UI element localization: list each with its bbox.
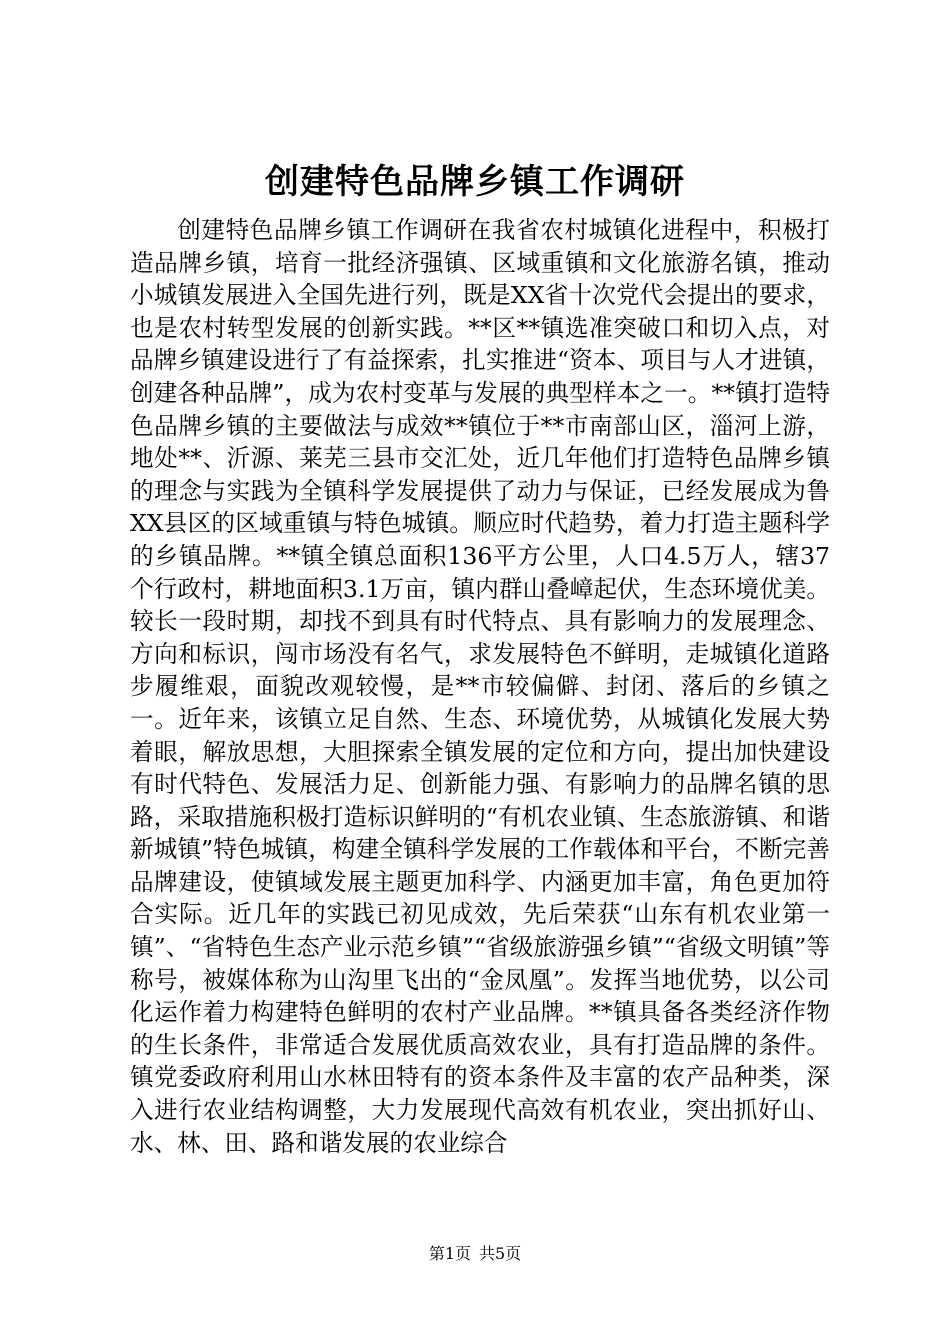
page-footer	[0, 1243, 950, 1265]
page-number: 第1页	[428, 1244, 471, 1263]
document-body: 创建特色品牌乡镇工作调研在我省农村城镇化进程中，积极打造品牌乡镇，培育一批经济强镇、区域重镇和文化旅游名镇，推动小城镇发展进入全国先进行列，既是XX省十次党代会提出的要求，也是农村转型发展的创新实践。**区**镇选准突破口和切入点，对品牌乡镇建设进行了有益探索，扎实推进“资本、项目与人才进镇，创建各种品牌”，成为农村变革与发展的典型样本之一。**镇打造特色品牌乡镇的主要做法与成效**镇位于**市南部山区，淄河上游，地处**、沂源、莱芜三县市交汇处，近几年他们打造特色品牌乡镇的理念与实践为全镇科学发展提供了动力与保证，已经发展成为鲁XX县区的区域重镇与特色城镇。顺应时代趋势，着力打造主题科学的乡镇品牌。**镇全镇总面积136平方公里，人口4.5万人，辖37个行政村，耕地面积3.1万亩，镇内群山叠嶂起伏，生态环境优美。较长一段时期，却找不到具有时代特点、具有影响力的发展理念、方向和标识，闯市场没有名气，求发展特色不鲜明，走城镇化道路步履维艰，面貌改观较慢，是**市较偏僻、封闭、落后的乡镇之一。近年来，该镇立足自然、生态、环境优势，从城镇化发展大势着眼，解放思想，大胆探索全镇发展的定位和方向，提出加快建设有时代特色、发展活力足、创新能力强、有影响力的品牌名镇的思路，采取措施积极打造标识鲜明的“有机农业镇、生态旅游镇、和谐新城镇”特色城镇，构建全镇科学发展的工作载体和平台，不断完善品牌建设，使镇域发展主题更加科学、内涵更加丰富，角色更加符合实际。近几年的实践已初见成效，先后荣获“山东有机农业第一镇”、“省特色生态产业示范乡镇”“省级旅游强乡镇”“省级文明镇”等称号，被媒体称为山沟里飞出的“金凤凰”。发挥当地优势，以公司化运作着力构建特色鲜明的农村产业品牌。**镇具备各类经济作物的生长条件，非常适合发展优质高效农业，具有打造品牌的条件。镇党委政府利用山水林田特有的资本条件及丰富的农产品种类，深入进行农业结构调整，大力发展现代高效有机农业，突出抓好山、水、林、田、路和谐发展的农业综合	[130, 216, 830, 1157]
document-title: 创建特色品牌乡镇工作调研	[265, 162, 685, 202]
page-total: 共5页	[479, 1244, 522, 1263]
